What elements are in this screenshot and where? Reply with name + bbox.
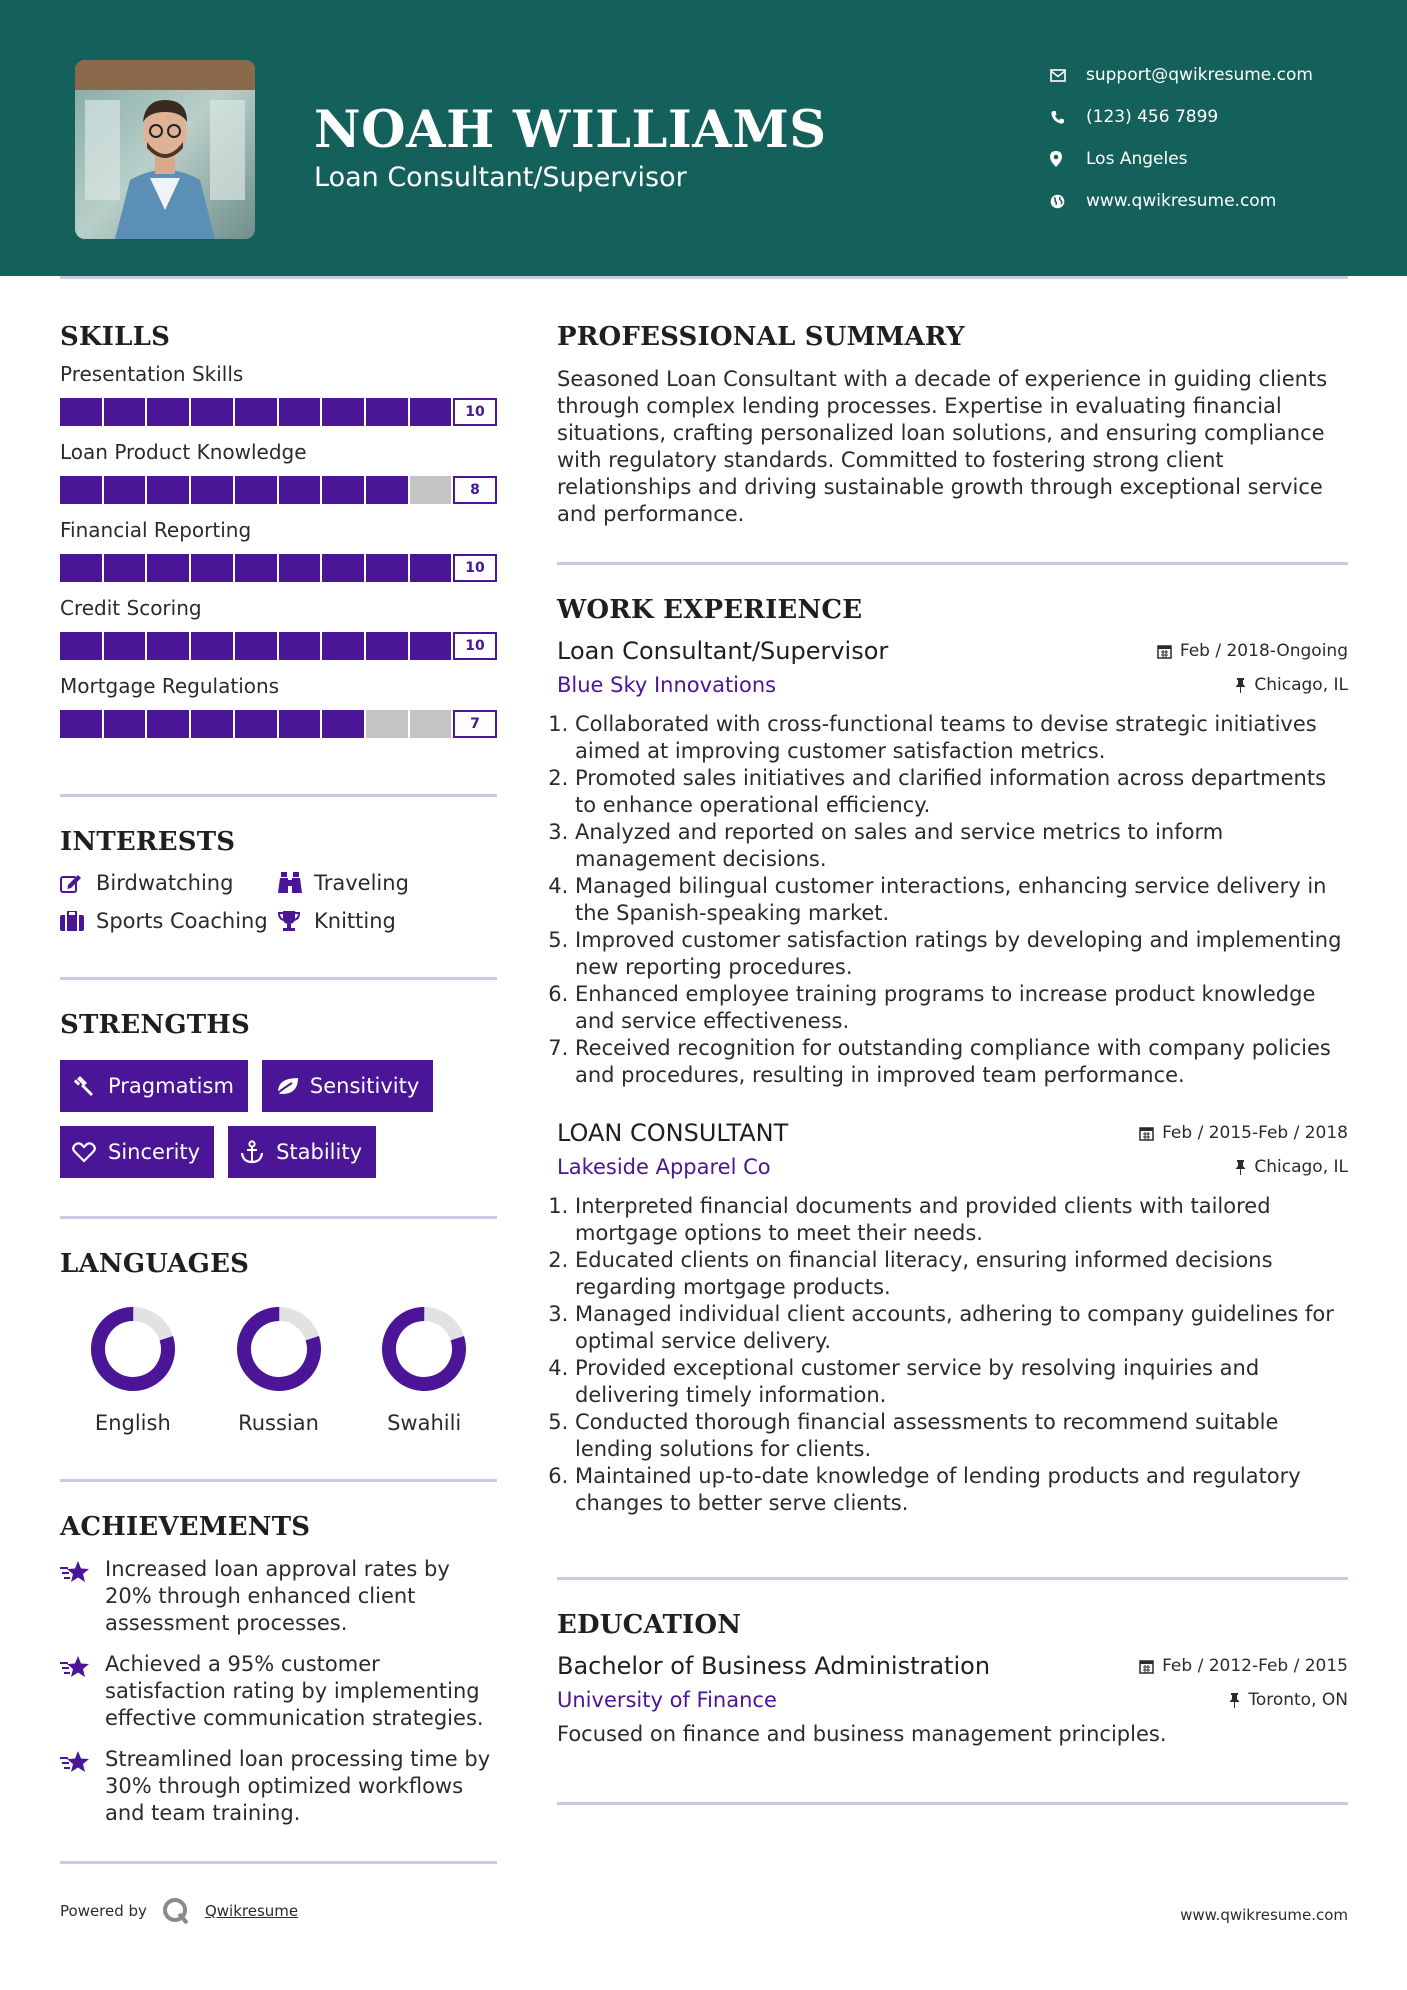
map-marker-icon (1050, 151, 1086, 167)
strength-badge (60, 1060, 248, 1112)
duties-list (557, 711, 1348, 1089)
interest-item (60, 909, 278, 933)
section-divider (557, 1802, 1348, 1805)
duty-item: 2. Educated clients on financial literacy, ensuring informed decisions regarding mortgage products. (575, 1247, 1348, 1301)
skill-bar-segment (147, 398, 191, 426)
language-name: Russian (238, 1411, 319, 1435)
skill-bar-segment (147, 554, 191, 582)
skill-bar-segment (235, 476, 279, 504)
job-location-text: Chicago, IL (1254, 675, 1348, 695)
language-name: English (94, 1411, 171, 1435)
achievement-text: Streamlined loan processing time by 30% through optimized workflows and team training. (105, 1747, 491, 1825)
skill-name: Credit Scoring (60, 596, 202, 620)
language-item (206, 1305, 352, 1435)
job-location (1235, 1157, 1348, 1177)
skill-item (60, 440, 497, 504)
skill-bar-segment (410, 398, 454, 426)
degree-title: Bachelor of Business Administration (557, 1652, 991, 1680)
school-name: University of Finance (557, 1688, 777, 1712)
skill-bar-segment (147, 710, 191, 738)
skill-bar-segment (104, 710, 148, 738)
summary-title: PROFESSIONAL SUMMARY (557, 322, 965, 352)
job-subheader (557, 673, 1348, 697)
skill-bar-segment (104, 632, 148, 660)
skill-bar-segment (322, 398, 366, 426)
job-title: LOAN CONSULTANT (557, 1119, 789, 1147)
skills-list (60, 362, 497, 738)
trophy-icon (278, 910, 314, 932)
calendar-icon (1139, 1126, 1154, 1141)
interests-title: INTERESTS (60, 827, 236, 857)
duty-item: 5. Conducted thorough financial assessments to recommend suitable lending solutions for clients. (575, 1409, 1348, 1463)
duty-item: 1. Collaborated with cross-functional teams to devise strategic initiatives aimed at improving customer satisfaction metrics. (575, 711, 1348, 765)
skill-bar (60, 398, 497, 426)
education-entry (557, 1652, 1348, 1746)
job-header (557, 1119, 1348, 1147)
donut-fill (89, 1305, 177, 1393)
job-entry (557, 637, 1348, 1089)
education-date-text: Feb / 2012-Feb / 2015 (1162, 1656, 1348, 1676)
interest-label: Knitting (314, 909, 396, 933)
strength-badge (262, 1060, 433, 1112)
envelope-icon (1050, 69, 1086, 82)
skill-bar-segment (147, 476, 191, 504)
skill-level-value: 10 (453, 398, 497, 426)
skill-level-value: 7 (453, 710, 497, 738)
languages-list (60, 1305, 497, 1435)
star-icon (60, 1556, 105, 1637)
company-name: Lakeside Apparel Co (557, 1155, 771, 1179)
contact-email[interactable] (1050, 54, 1390, 96)
pushpin-icon (1235, 678, 1246, 693)
gavel-icon (72, 1075, 108, 1097)
skill-bar-segment (366, 710, 410, 738)
skill-bar-segment (104, 398, 148, 426)
skills-title: SKILLS (60, 322, 171, 352)
section-divider (557, 1577, 1348, 1580)
achievements-list (60, 1556, 497, 1827)
achievements-title: ACHIEVEMENTS (60, 1512, 311, 1542)
education-header (557, 1652, 1348, 1680)
skill-level-value: 8 (453, 476, 497, 504)
candidate-title: Loan Consultant/Supervisor (314, 162, 687, 193)
skill-bar-segment (235, 554, 279, 582)
skill-bar-segment (191, 710, 235, 738)
contact-location-text: Los Angeles (1086, 149, 1188, 169)
skill-name: Presentation Skills (60, 362, 244, 386)
section-divider (60, 1216, 497, 1219)
interest-item (60, 871, 278, 895)
pencil-square-icon (60, 873, 96, 893)
calendar-icon (1139, 1659, 1154, 1674)
skill-bar-segment (322, 554, 366, 582)
contact-phone-text: (123) 456 7899 (1086, 107, 1219, 127)
skill-bar (60, 632, 497, 660)
job-header (557, 637, 1348, 665)
footer-website[interactable]: www.qwikresume.com (1180, 1906, 1348, 1924)
skill-bar-segment (60, 554, 104, 582)
footer-powered-by (60, 1896, 298, 1926)
job-date-text: Feb / 2018-Ongoing (1179, 641, 1348, 661)
skill-bar (60, 710, 497, 738)
language-level-donut (380, 1305, 468, 1393)
section-divider (557, 562, 1348, 565)
interest-label: Birdwatching (96, 871, 234, 895)
skill-bar-segment (147, 632, 191, 660)
skill-name: Loan Product Knowledge (60, 440, 307, 464)
contact-website-text: www.qwikresume.com (1086, 191, 1277, 211)
contact-list (1050, 54, 1390, 222)
company-name: Blue Sky Innovations (557, 673, 777, 697)
job-location (1235, 675, 1348, 695)
duty-item: 2. Promoted sales initiatives and clarified information across departments to enhance operational efficiency. (575, 765, 1348, 819)
skill-bar-segment (60, 398, 104, 426)
pushpin-icon (1235, 1160, 1246, 1175)
strength-badge (228, 1126, 376, 1178)
achievement-text: Achieved a 95% customer satisfaction rating by implementing effective communication strategies. (105, 1652, 484, 1730)
languages-title: LANGUAGES (60, 1249, 250, 1279)
duties-list (557, 1193, 1348, 1517)
job-subheader (557, 1155, 1348, 1179)
achievement-item (60, 1556, 497, 1637)
phone-icon (1050, 110, 1086, 125)
strength-label: Stability (276, 1140, 363, 1164)
profile-photo (75, 60, 255, 239)
job-date (1139, 1123, 1348, 1143)
language-level-donut (235, 1305, 323, 1393)
duty-item: 4. Provided exceptional customer service by resolving inquiries and delivering timely information. (575, 1355, 1348, 1409)
skill-bar-segment (235, 632, 279, 660)
pushpin-icon (1229, 1693, 1240, 1708)
skill-bar-segment (279, 632, 323, 660)
heart-icon (72, 1142, 108, 1163)
interests-list (60, 871, 497, 933)
calendar-icon (1157, 644, 1172, 659)
qwikresume-link[interactable]: Qwikresume (204, 1902, 299, 1920)
contact-location (1050, 138, 1390, 180)
summary-text: Seasoned Loan Consultant with a decade of experience in guiding clients through complex lending processes. Expertise in evaluating financial situations, crafting personalized loan solutions, and ensuring compliance with regulatory standards. Committed to fostering strong client relationships and driving sustainable growth through exceptional service and performance. (557, 367, 1328, 526)
section-divider (60, 794, 497, 797)
skill-bar-segment (191, 554, 235, 582)
skill-bar-segment (410, 710, 454, 738)
strength-badge (60, 1126, 214, 1178)
duty-item: 5. Improved customer satisfaction ratings by developing and implementing new reporting procedures. (575, 927, 1348, 981)
briefcase-icon (60, 911, 96, 931)
powered-by-text: Powered by (60, 1902, 147, 1920)
interest-item (278, 909, 497, 933)
section-divider (60, 1861, 497, 1864)
skill-bar-segment (60, 710, 104, 738)
interest-label: Sports Coaching (96, 909, 268, 933)
skill-bar-segment (366, 554, 410, 582)
strength-label: Sincerity (108, 1140, 201, 1164)
star-icon (60, 1746, 105, 1827)
skill-bar-segment (366, 476, 410, 504)
skill-bar-segment (235, 710, 279, 738)
skill-bar-segment (191, 632, 235, 660)
interest-item (278, 871, 497, 895)
skill-item (60, 362, 497, 426)
skill-bar-segment (279, 476, 323, 504)
duty-item: 3. Analyzed and reported on sales and service metrics to inform management decisions. (575, 819, 1348, 873)
education-title: EDUCATION (557, 1610, 742, 1640)
skill-bar-segment (322, 632, 366, 660)
contact-website[interactable] (1050, 180, 1390, 222)
language-level-donut (89, 1305, 177, 1393)
duty-item: 6. Enhanced employee training programs to increase product knowledge and service effectiveness. (575, 981, 1348, 1035)
job-date (1157, 641, 1348, 661)
language-item (60, 1305, 206, 1435)
skill-bar-segment (60, 476, 104, 504)
job-title: Loan Consultant/Supervisor (557, 637, 889, 665)
duty-item: 3. Managed individual client accounts, adhering to company guidelines for optimal service delivery. (575, 1301, 1348, 1355)
education-location-text: Toronto, ON (1248, 1690, 1348, 1710)
skill-bar-segment (410, 476, 454, 504)
skill-name: Mortgage Regulations (60, 674, 280, 698)
skill-bar-segment (366, 398, 410, 426)
skill-bar-segment (410, 554, 454, 582)
skill-level-value: 10 (453, 554, 497, 582)
binoculars-icon (278, 872, 314, 894)
skill-bar (60, 476, 497, 504)
strength-label: Pragmatism (108, 1074, 234, 1098)
skill-bar-segment (322, 710, 366, 738)
job-location-text: Chicago, IL (1254, 1157, 1348, 1177)
left-column (60, 322, 497, 1864)
achievement-item (60, 1651, 497, 1732)
strengths-title: STRENGTHS (60, 1010, 251, 1040)
interest-label: Traveling (314, 871, 409, 895)
skill-bar-segment (104, 476, 148, 504)
section-divider (60, 977, 497, 980)
anchor-icon (240, 1140, 276, 1164)
right-column (557, 322, 1348, 1805)
strength-label: Sensitivity (309, 1074, 420, 1098)
skill-level-value: 10 (453, 632, 497, 660)
skill-name: Financial Reporting (60, 518, 252, 542)
skill-bar (60, 554, 497, 582)
language-item (351, 1305, 497, 1435)
job-entry (557, 1119, 1348, 1517)
skill-bar-segment (322, 476, 366, 504)
donut-fill (380, 1305, 468, 1393)
education-location (1229, 1690, 1348, 1710)
achievement-text: Increased loan approval rates by 20% through enhanced client assessment processes. (105, 1557, 450, 1635)
skill-bar-segment (191, 476, 235, 504)
duty-item: 7. Received recognition for outstanding compliance with company policies and procedures, resulting in improved team performance. (575, 1035, 1348, 1089)
skill-bar-segment (104, 554, 148, 582)
donut-fill (235, 1305, 323, 1393)
duty-item: 1. Interpreted financial documents and provided clients with tailored mortgage options to meet their needs. (575, 1193, 1348, 1247)
skill-item (60, 518, 497, 582)
skill-bar-segment (60, 632, 104, 660)
duty-item: 6. Maintained up-to-date knowledge of lending products and regulatory changes to better serve clients. (575, 1463, 1348, 1517)
qwikresume-logo-icon (161, 1896, 191, 1926)
education-date (1139, 1656, 1348, 1676)
star-icon (60, 1651, 105, 1732)
leaf-icon (274, 1076, 310, 1096)
education-subheader (557, 1688, 1348, 1712)
experience-title: WORK EXPERIENCE (557, 595, 863, 625)
duty-item: 4. Managed bilingual customer interactions, enhancing service delivery in the Spanish-speaking market. (575, 873, 1348, 927)
globe-icon (1050, 194, 1086, 209)
skill-bar-segment (191, 398, 235, 426)
skill-bar-segment (410, 632, 454, 660)
skill-bar-segment (279, 710, 323, 738)
skill-bar-segment (279, 554, 323, 582)
contact-email-text: support@qwikresume.com (1086, 65, 1313, 85)
skill-bar-segment (235, 398, 279, 426)
skill-item (60, 596, 497, 660)
candidate-name: NOAH WILLIAMS (314, 100, 827, 160)
education-description: Focused on finance and business management principles. (557, 1722, 1167, 1746)
strengths-list (60, 1060, 497, 1178)
section-divider (60, 1479, 497, 1482)
job-date-text: Feb / 2015-Feb / 2018 (1162, 1123, 1348, 1143)
skill-bar-segment (279, 398, 323, 426)
language-name: Swahili (387, 1411, 462, 1435)
skill-item (60, 674, 497, 738)
skill-bar-segment (366, 632, 410, 660)
achievement-item (60, 1746, 497, 1827)
resume-header (0, 0, 1407, 276)
contact-phone[interactable] (1050, 96, 1390, 138)
header-divider (60, 276, 1348, 279)
